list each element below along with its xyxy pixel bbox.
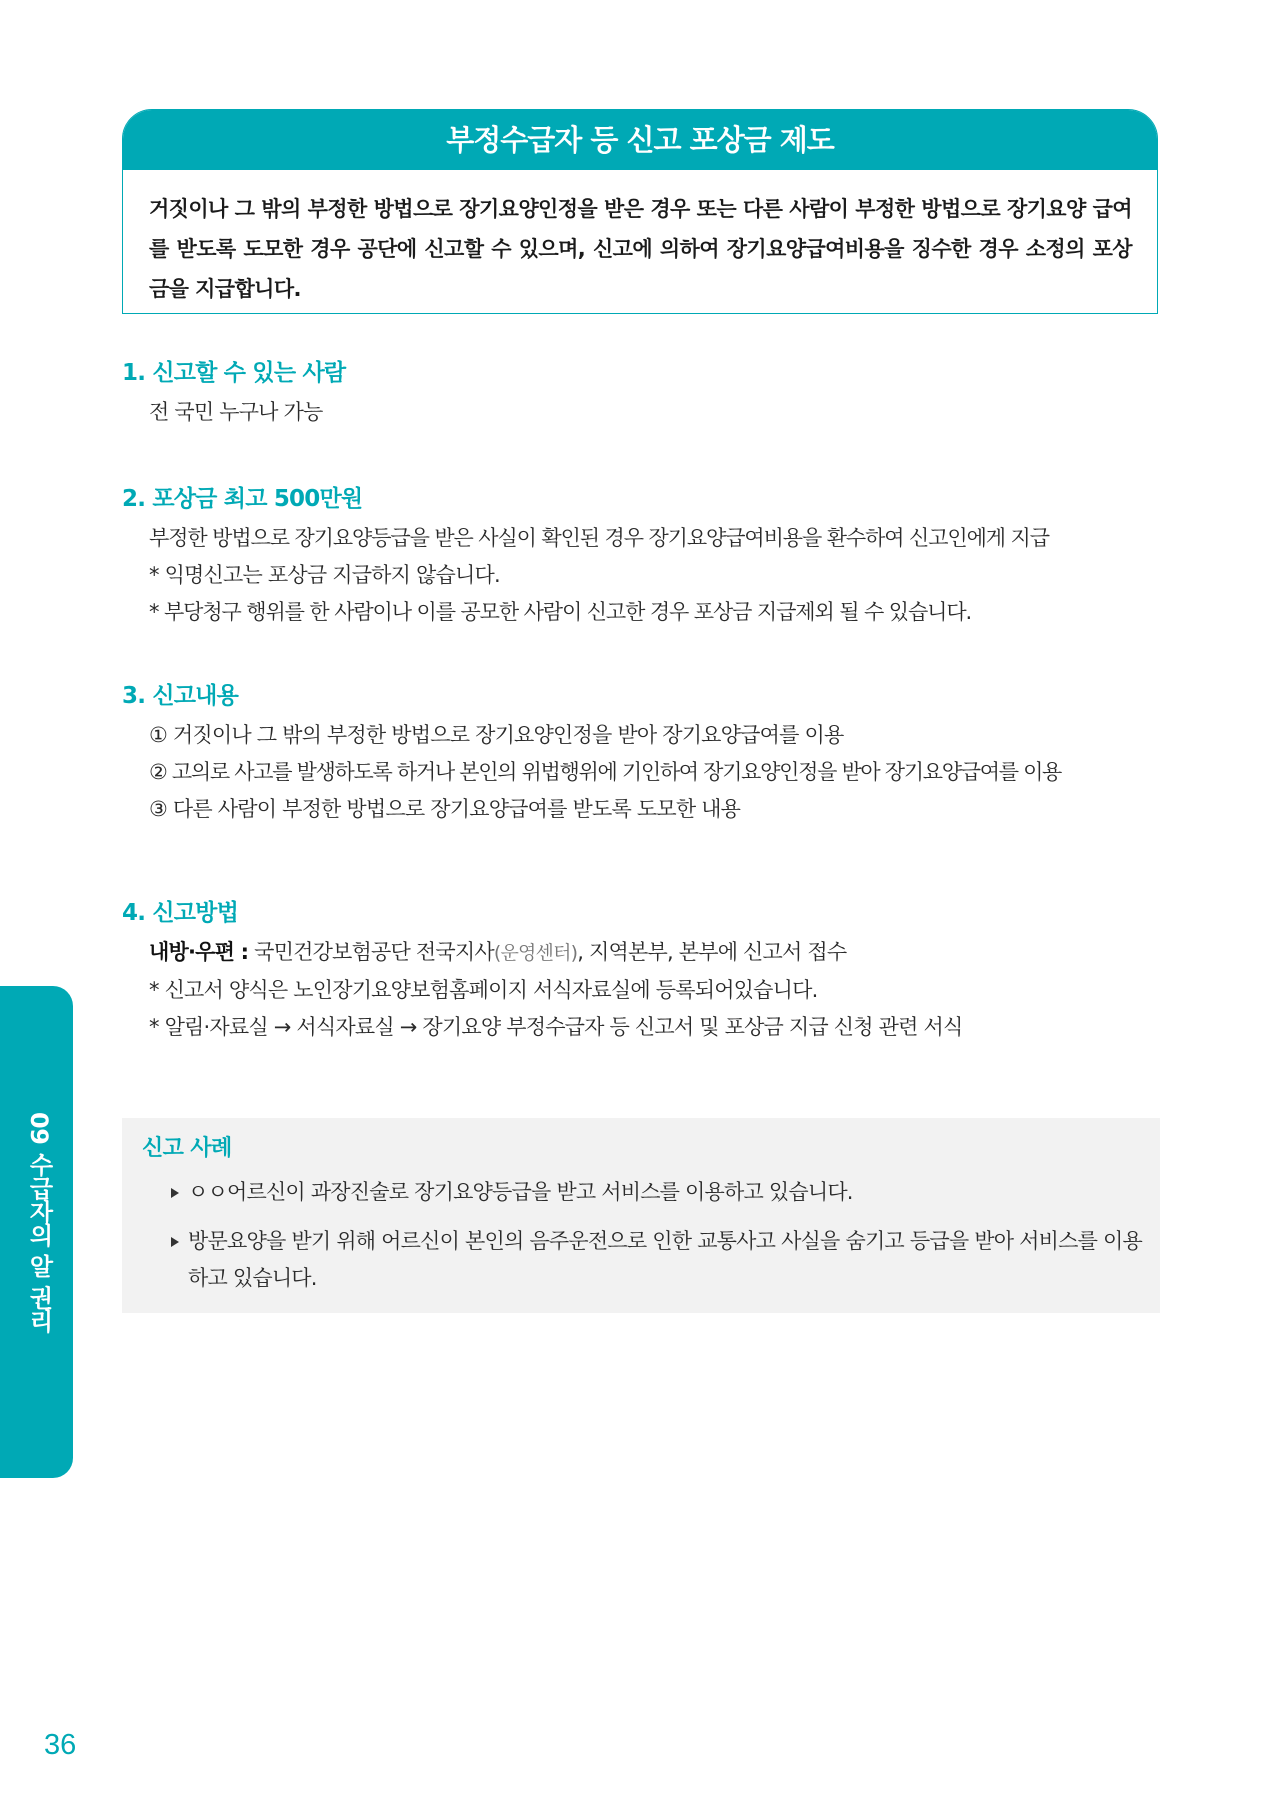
section-note: * 알림·자료실 → 서식자료실 → 장기요양 부정수급자 등 신고서 및 포상금 지급 신청 관련 서식 <box>149 1015 963 1039</box>
method-text: 국민건강보험공단 전국지사 <box>248 940 494 964</box>
case-box <box>122 1118 1160 1313</box>
section-line: ② 고의로 사고를 발생하도록 하거나 본인의 위법행위에 기인하여 장기요양인정을 받아 장기요양급여를 이용 <box>149 760 1062 784</box>
section-line: 전 국민 누구나 가능 <box>149 400 323 424</box>
notice-box <box>122 109 1158 314</box>
case-text: ㅇㅇ어르신이 과장진술로 장기요양등급을 받고 서비스를 이용하고 있습니다. <box>188 1180 853 1204</box>
section-note: * 부당청구 행위를 한 사람이나 이를 공모한 사람이 신고한 경우 포상금 지급제외 될 수 있습니다. <box>149 600 972 624</box>
section-heading: 3. 신고내용 <box>122 683 239 709</box>
case-item <box>142 1174 1142 1211</box>
section-heading: 1. 신고할 수 있는 사람 <box>122 360 346 386</box>
method-line <box>122 934 1162 972</box>
case-heading: 신고 사례 <box>142 1136 232 1161</box>
case-item <box>142 1223 1142 1297</box>
section-report-method <box>122 898 1162 1046</box>
method-text: , 지역본부, 본부에 신고서 접수 <box>577 940 847 964</box>
section-who-can-report <box>122 358 1162 431</box>
notice-body: 거짓이나 그 밖의 부정한 방법으로 장기요양인정을 받은 경우 또는 다른 사람이 부정한 방법으로 장기요양 급여를 받도록 도모한 경우 공단에 신고할 수 있으며, 신고에 의하여 장기요양급여비용을 징수한 경우 소정의 포상금을 지급합니다. <box>149 197 1132 301</box>
triangle-bullet-icon <box>171 1188 179 1198</box>
notice-title: 부정수급자 등 신고 포상금 제도 <box>123 110 1157 170</box>
method-label: 내방·우편 : <box>149 940 249 964</box>
section-heading: 4. 신고방법 <box>122 900 239 926</box>
section-line: 부정한 방법으로 장기요양등급을 받은 사실이 확인된 경우 장기요양급여비용을 환수하여 신고인에게 지급 <box>149 526 1049 550</box>
section-report-content <box>122 681 1162 828</box>
section-line: ③ 다른 사람이 부정한 방법으로 장기요양급여를 받도록 도모한 내용 <box>149 797 741 821</box>
method-paren: (운영센터) <box>493 942 578 964</box>
triangle-bullet-icon <box>171 1237 179 1247</box>
section-note: * 익명신고는 포상금 지급하지 않습니다. <box>149 563 500 587</box>
chapter-side-tab-label: 09 수급자의 알 권리 <box>25 1112 53 1333</box>
page-number: 36 <box>44 1729 77 1761</box>
case-text: 방문요양을 받기 위해 어르신이 본인의 음주운전으로 인한 교통사고 사실을 숨기고 등급을 받아 서비스를 이용하고 있습니다. <box>188 1229 1142 1290</box>
section-reward <box>122 484 1162 631</box>
section-heading: 2. 포상금 최고 500만원 <box>122 486 363 512</box>
section-note: * 신고서 양식은 노인장기요양보험홈페이지 서식자료실에 등록되어있습니다. <box>149 978 818 1002</box>
section-line: ① 거짓이나 그 밖의 부정한 방법으로 장기요양인정을 받아 장기요양급여를 이용 <box>149 723 844 747</box>
